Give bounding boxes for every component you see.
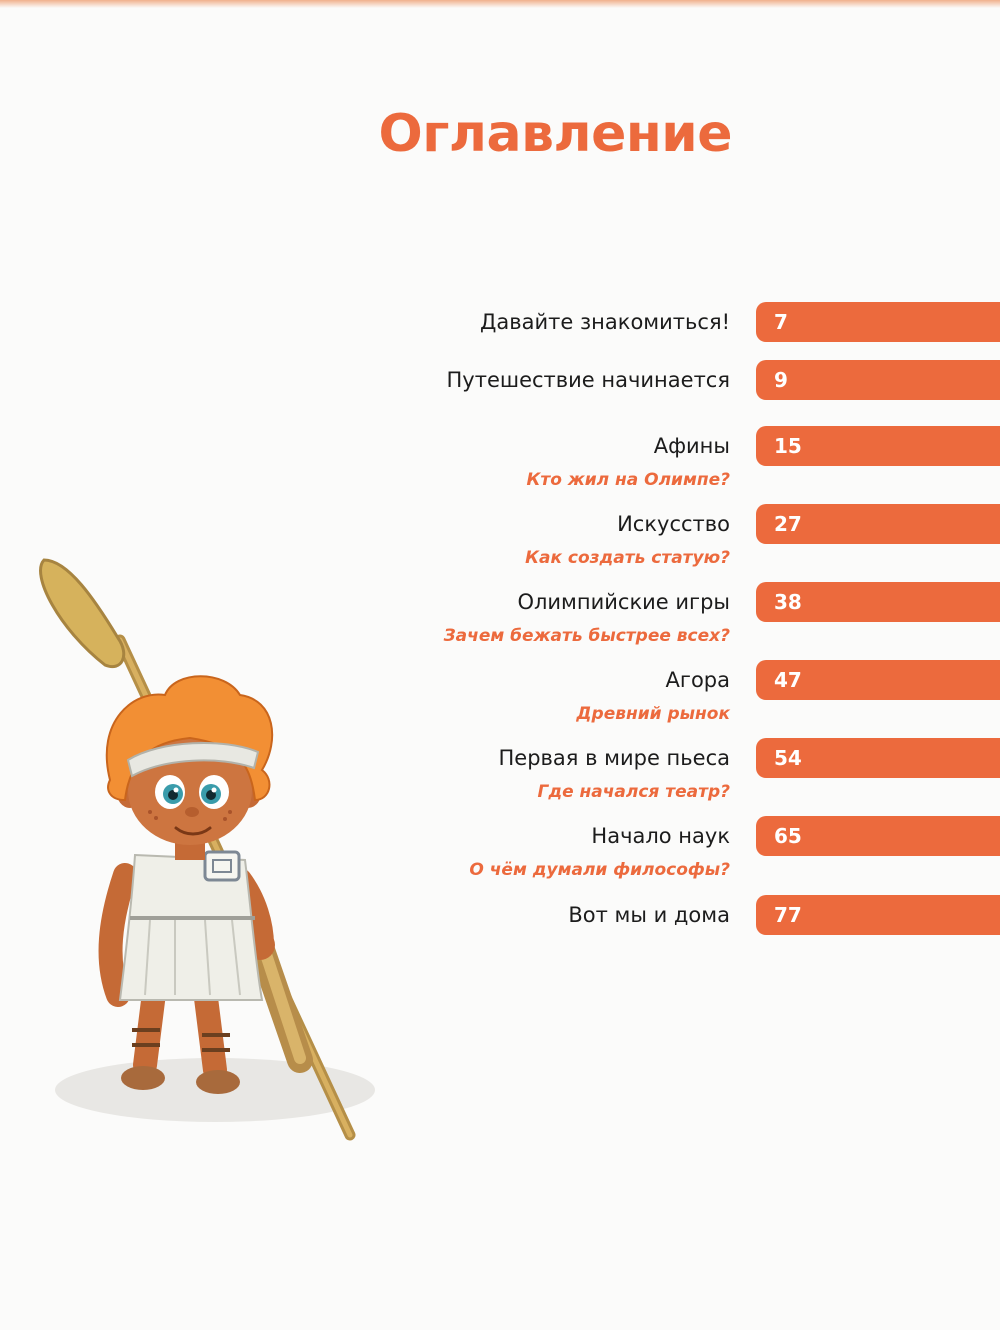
page-number-tab: 54 <box>756 738 1000 778</box>
page-number-tab: 27 <box>756 504 1000 544</box>
page-number-tab: 9 <box>756 360 1000 400</box>
page-number-tab: 47 <box>756 660 1000 700</box>
entry-title: Первая в мире пьеса <box>498 746 730 770</box>
entry-subtitle: Кто жил на Олимпе? <box>526 470 730 490</box>
page-number-tab: 15 <box>756 426 1000 466</box>
entry-title: Вот мы и дома <box>568 903 730 927</box>
page-title: Оглавление <box>378 104 732 164</box>
entry-subtitle: Где начался театр? <box>537 782 730 802</box>
page-number-tab: 65 <box>756 816 1000 856</box>
entry-subtitle: Зачем бежать быстрее всех? <box>443 626 730 646</box>
entry-title: Афины <box>653 434 730 458</box>
entry-title: Начало наук <box>591 824 730 848</box>
entry-subtitle: Как создать статую? <box>525 548 730 568</box>
entry-title: Олимпийские игры <box>517 590 730 614</box>
page-number-tab: 38 <box>756 582 1000 622</box>
entry-title: Искусство <box>617 512 730 536</box>
entry-title: Путешествие начинается <box>446 368 730 392</box>
entry-title: Агора <box>665 668 730 692</box>
entry-subtitle: Древний рынок <box>576 704 730 724</box>
entry-subtitle: О чём думали философы? <box>469 860 730 880</box>
page-number-tab: 7 <box>756 302 1000 342</box>
page-number-tab: 77 <box>756 895 1000 935</box>
entry-title: Давайте знакомиться! <box>480 310 730 334</box>
